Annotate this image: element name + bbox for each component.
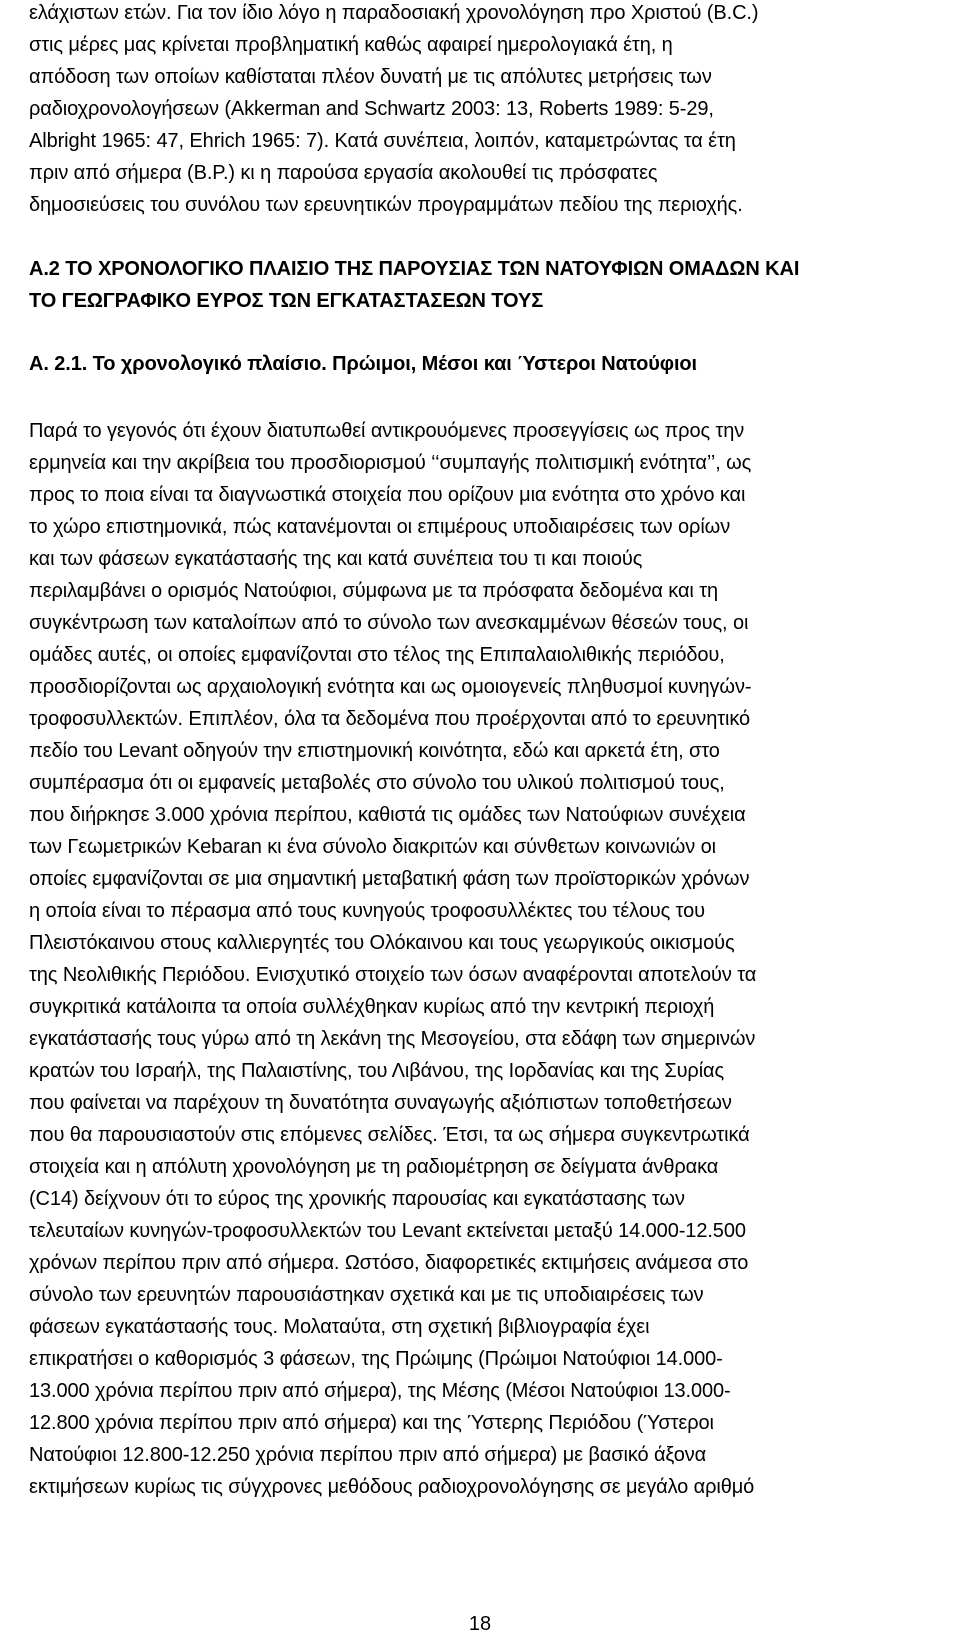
text-line: πεδίο του Levant οδηγούν την επιστημονική κοινότητα, εδώ και αρκετά έτη, στο (29, 740, 720, 762)
text-line: της Νεολιθικής Περιόδου. Ενισχυτικό στοιχείο των όσων αναφέρονται αποτελούν τα (29, 964, 757, 986)
text-line: τελευταίων κυνηγών-τροφοσυλλεκτών του Levant εκτείνεται μεταξύ 14.000-12.500 (29, 1220, 746, 1242)
text-line: που θα παρουσιαστούν στις επόμενες σελίδες. Έτσι, τα ως σήμερα συγκεντρωτικά (29, 1124, 750, 1146)
text-line: χρόνων περίπου πριν από σήμερα. Ωστόσο, διαφορετικές εκτιμήσεις ανάμεσα στο (29, 1252, 749, 1274)
section-heading-line: Α.2 ΤΟ ΧΡΟΝΟΛΟΓΙΚΟ ΠΛΑΙΣΙΟ ΤΗΣ ΠΑΡΟΥΣΙΑΣ ΤΩΝ ΝΑΤΟΥΦΙΩΝ ΟΜΑΔΩΝ ΚΑΙ (29, 258, 800, 280)
text-line: στοιχεία και η απόλυτη χρονολόγηση με τη ραδιομέτρηση σε δείγματα άνθρακα (29, 1156, 719, 1178)
text-line: πριν από σήμερα (B.P.) κι η παρούσα εργασία ακολουθεί τις πρόσφατες (29, 162, 658, 184)
text-line: συγκριτικά κατάλοιπα τα οποία συλλέχθηκαν κυρίως από την κεντρική περιοχή (29, 996, 715, 1018)
section-heading-line: ΤΟ ΓΕΩΓΡΑΦΙΚΟ ΕΥΡΟΣ ΤΩΝ ΕΓΚΑΤΑΣΤΑΣΕΩΝ ΤΟΥΣ (29, 290, 544, 312)
text-line: προσδιορίζονται ως αρχαιολογική ενότητα και ως ομοιογενείς πληθυσμοί κυνηγών- (29, 676, 752, 698)
text-line: η οποία είναι το πέρασμα από τους κυνηγούς τροφοσυλλέκτες του τέλους του (29, 900, 705, 922)
page-number: 18 (468, 1613, 492, 1635)
text-line: τροφοσυλλεκτών. Επιπλέον, όλα τα δεδομένα που προέρχονται από το ερευνητικό (29, 708, 751, 730)
text-line: φάσεων εγκατάστασής τους. Μολαταύτα, στη σχετική βιβλιογραφία έχει (29, 1316, 650, 1338)
text-line: σύνολο των ερευνητών παρουσιάστηκαν σχετικά και με τις υποδιαιρέσεις των (29, 1284, 704, 1306)
text-line: Νατούφιοι 12.800-12.250 χρόνια περίπου πριν από σήμερα) με βασικό άξονα (29, 1444, 707, 1466)
text-line: ομάδες αυτές, οι οποίες εμφανίζονται στο τέλος της Επιπαλαιολιθικής περιόδου, (29, 644, 725, 666)
text-line: Πλειστόκαινου στους καλλιεργητές του Ολόκαινου και τους γεωργικούς οικισμούς (29, 932, 735, 954)
text-line: ραδιοχρονολογήσεων (Akkerman and Schwartz 2003: 13, Roberts 1989: 5-29, (29, 98, 714, 120)
text-line: προς το ποια είναι τα διαγνωστικά στοιχεία που ορίζουν μια ενότητα στο χρόνο και (29, 484, 746, 506)
text-line: Παρά το γεγονός ότι έχουν διατυπωθεί αντικρουόμενες προσεγγίσεις ως προς την (29, 420, 745, 442)
text-line: που διήρκησε 3.000 χρόνια περίπου, καθιστά τις ομάδες των Νατούφιων συνέχεια (29, 804, 746, 826)
text-line: που φαίνεται να παρέχουν τη δυνατότητα συναγωγής αξιόπιστων τοποθετήσεων (29, 1092, 732, 1114)
text-line: το χώρο επιστημονικά, πώς κατανέμονται οι επιμέρους υποδιαιρέσεις των ορίων (29, 516, 731, 538)
text-line: και των φάσεων εγκατάστασής της και κατά συνέπεια του τι και ποιούς (29, 548, 643, 570)
subsection-heading: Α. 2.1. Το χρονολογικό πλαίσιο. Πρώιμοι, Μέσοι και Ύστεροι Νατούφιοι (29, 353, 697, 375)
text-line: περιλαμβάνει ο ορισμός Νατούφιοι, σύμφωνα με τα πρόσφατα δεδομένα και τη (29, 580, 719, 602)
text-line: κρατών του Ισραήλ, της Παλαιστίνης, του Λιβάνου, της Ιορδανίας και της Συρίας (29, 1060, 725, 1082)
text-line: στις μέρες μας κρίνεται προβληματική καθώς αφαιρεί ημερολογιακά έτη, η (29, 34, 673, 56)
text-line: ερμηνεία και την ακρίβεια του προσδιορισμού ‘‘συμπαγής πολιτισμική ενότητα’’, ως (29, 452, 752, 474)
text-line: επικρατήσει ο καθορισμός 3 φάσεων, της Πρώιμης (Πρώιμοι Νατούφιοι 14.000- (29, 1348, 723, 1370)
text-line: 12.800 χρόνια περίπου πριν από σήμερα) και της Ύστερης Περιόδου (Ύστεροι (29, 1412, 714, 1434)
text-line: ελάχιστων ετών. Για τον ίδιο λόγο η παραδοσιακή χρονολόγηση προ Χριστού (B.C.) (29, 2, 759, 24)
text-line: εκτιμήσεων κυρίως τις σύγχρονες μεθόδους ραδιοχρονολόγησης σε μεγάλο αριθμό (29, 1476, 755, 1498)
text-line: συμπέρασμα ότι οι εμφανείς μεταβολές στο σύνολο του υλικού πολιτισμού τους, (29, 772, 725, 794)
text-line: Albright 1965: 47, Ehrich 1965: 7). Κατά συνέπεια, λοιπόν, καταμετρώντας τα έτη (29, 130, 736, 152)
text-line: απόδοση των οποίων καθίσταται πλέον δυνατή με τις απόλυτες μετρήσεις των (29, 66, 712, 88)
text-line: των Γεωμετρικών Kebaran κι ένα σύνολο διακριτών και σύνθετων κοινωνιών οι (29, 836, 717, 858)
text-line: δημοσιεύσεις του συνόλου των ερευνητικών προγραμμάτων πεδίου της περιοχής. (29, 194, 743, 216)
text-line: οποίες εμφανίζονται σε μια σημαντική μεταβατική φάση των προϊστορικών χρόνων (29, 868, 750, 890)
text-line: εγκατάστασής τους γύρω από τη λεκάνη της Μεσογείου, στα εδάφη των σημερινών (29, 1028, 756, 1050)
text-line: συγκέντρωση των καταλοίπων από το σύνολο των ανεσκαμμένων θέσεών τους, οι (29, 612, 749, 634)
text-line: 13.000 χρόνια περίπου πριν από σήμερα), της Μέσης (Μέσοι Νατούφιοι 13.000- (29, 1380, 731, 1402)
text-line: (C14) δείχνουν ότι το εύρος της χρονικής παρουσίας και εγκατάστασης των (29, 1188, 685, 1210)
